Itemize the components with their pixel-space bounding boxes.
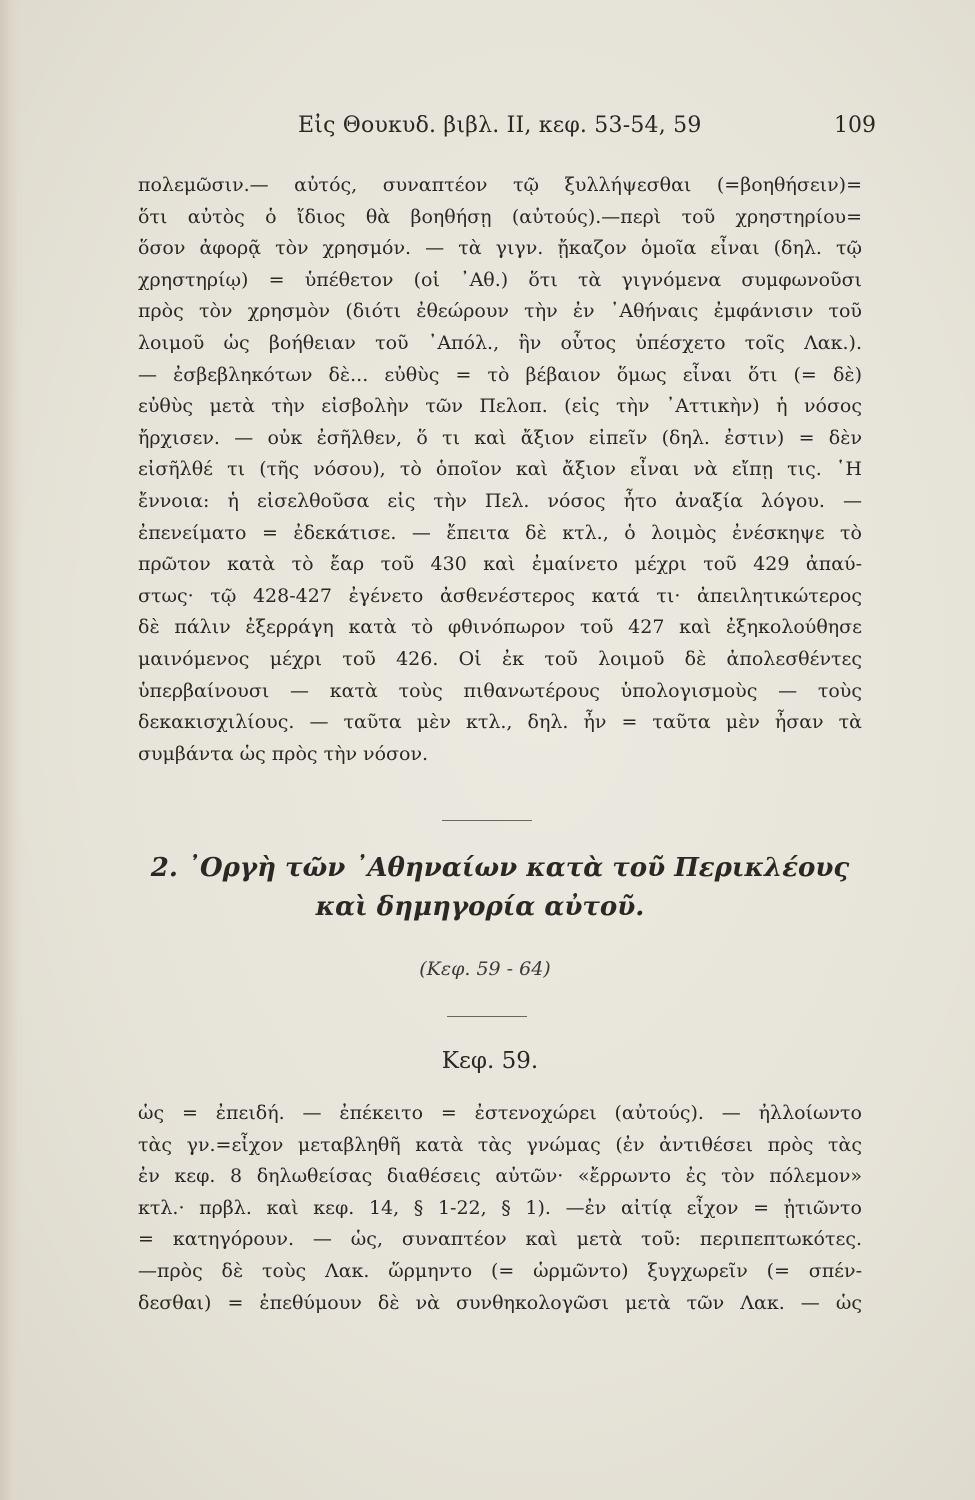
text-line: πρὸς τὸν χρησμὸν (διότι ἐθεώρουν τὴν ἐν ᾿Αθήναις ἐμφάνισιν τοῦ bbox=[138, 300, 862, 323]
text-line: μαινόμενος μέχρι τοῦ 426. Οἱ ἐκ τοῦ λοιμοῦ δὲ ἀπολεσθέντες bbox=[138, 647, 862, 670]
section-title-line-1: 2. ᾿Οργὴ τῶν ᾿Αθηναίων κατὰ τοῦ Περικλέους bbox=[150, 853, 850, 883]
section-title-line-2: καὶ δημηγορία αὐτοῦ. bbox=[315, 892, 645, 922]
text-line: δὲ πάλιν ἐξερράγη κατὰ τὸ φθινόπωρον τοῦ 427 καὶ ἐξηκολούθησε bbox=[138, 616, 862, 639]
text-line: = κατηγόρουν. — ὡς, συναπτέον καὶ μετὰ τοῦ: περιπεπτωκότες. bbox=[138, 1228, 862, 1251]
text-line: κτλ.· πρβλ. καὶ κεφ. 14, § 1-22, § 1). —ἐν αἰτίᾳ εἶχον = ᾐτιῶντο bbox=[138, 1196, 862, 1219]
text-line: χρηστηρίῳ) = ὑπέθετον (οἱ ᾿Αθ.) ὅτι τὰ γιγνόμενα συμφωνοῦσι bbox=[138, 268, 862, 291]
text-line: συμβάντα ὡς πρὸς τὴν νόσον. bbox=[138, 742, 429, 765]
text-line: τὰς γν.=εἶχον μεταβληθῆ κατὰ τὰς γνώμας (ἐν ἀντιθέσει πρὸς τὰς bbox=[138, 1133, 862, 1156]
text-line: στως· τῷ 428-427 ἐγένετο ἀσθενέστερος κατά τι· ἀπειλητικώτερος bbox=[138, 584, 862, 607]
text-line: ὡς = ἐπειδή. — ἐπέκειτο = ἐστενοχώρει (αὐτούς). — ἠλλοίωντο bbox=[138, 1102, 862, 1124]
text-line: ἤρχισεν. — οὐκ ἐσῆλθεν, ὅ τι καὶ ἄξιον εἰπεῖν (δηλ. ἐστιν) = δὲν bbox=[138, 426, 862, 449]
text-line: εὐθὺς μετὰ τὴν εἰσβολὴν τῶν Πελοπ. (εἰς τὴν ᾿Αττικὴν) ἡ νόσος bbox=[138, 395, 862, 418]
text-line: ἐν κεφ. 8 δηλωθείσας διαθέσεις αὐτῶν· «ἔρρωντο ἐς τὸν πόλεμον» bbox=[138, 1165, 862, 1188]
text-line: ὅτι αὐτὸς ὁ ἴδιος θὰ βοηθήσῃ (αὐτούς).—περὶ τοῦ χρηστηρίου= bbox=[138, 205, 862, 228]
text-line: ἐπενείματο = ἐδεκάτισε. — ἔπειτα δὲ κτλ., ὁ λοιμὸς ἐνέσκηψε τὸ bbox=[138, 521, 862, 544]
chapter-heading: Κεφ. 59. bbox=[441, 1048, 539, 1074]
text-line: λοιμοῦ ὡς βοήθειαν τοῦ ᾿Απόλ., ἣν οὗτος ὑπέσχετο τοῖς Λακ.). bbox=[138, 331, 862, 354]
running-title: Εἰς Θουκυδ. βιβλ. ΙΙ, κεφ. 53-54, 59 bbox=[298, 113, 702, 138]
text-line: —πρὸς δὲ τοὺς Λακ. ὥρμηντο (= ὡρμῶντο) ξυγχωρεῖν (= σπέν- bbox=[138, 1259, 862, 1282]
text-line: εἰσῆλθέ τι (τῆς νόσου), τὸ ὁποῖον καὶ ἄξιον εἶναι νὰ εἴπῃ τις. ῾Η bbox=[138, 458, 862, 481]
text-line: πολεμῶσιν.— αὐτός, συναπτέον τῷ ξυλλήψεσθαι (=βοηθήσειν)= bbox=[138, 174, 862, 196]
text-line: ὅσον ἀφορᾷ τὸν χρησμόν. — τὰ γιγν. ᾔκαζον ὁμοῖα εἶναι (δηλ. τῷ bbox=[138, 237, 862, 260]
text-line: πρῶτον κατὰ τὸ ἔαρ τοῦ 430 καὶ ἐμαίνετο μέχρι τοῦ 429 ἀπαύ- bbox=[138, 553, 862, 576]
binding-edge bbox=[0, 0, 22, 1500]
text-line: ὑπερβαίνουσι — κατὰ τοὺς πιθανωτέρους ὑπολογισμοὺς — τοὺς bbox=[138, 679, 862, 702]
page-number: 109 bbox=[834, 113, 876, 138]
text-line: — ἐσβεβληκότων δὲ... εὐθὺς = τὸ βέβαιον ὅμως εἶναι ὅτι (= δὲ) bbox=[138, 363, 862, 386]
chapter-divider bbox=[447, 1016, 527, 1017]
section-chapter-range: (Κεφ. 59 - 64) bbox=[419, 958, 551, 980]
text-line: δεκακισχιλίους. — ταῦτα μὲν κτλ., δηλ. ἦν = ταῦτα μὲν ἦσαν τὰ bbox=[138, 711, 862, 734]
running-head bbox=[140, 113, 876, 147]
text-line: δεσθαι) = ἐπεθύμουν δὲ νὰ συνθηκολογῶσι μετὰ τῶν Λακ. — ὡς bbox=[138, 1291, 862, 1314]
text-line: ἔννοια: ἡ εἰσελθοῦσα εἰς τὴν Πελ. νόσος ἦτο ἀναξία λόγου. — bbox=[138, 489, 862, 512]
commentary-paragraph-1 bbox=[138, 170, 862, 770]
section-divider bbox=[442, 820, 532, 821]
commentary-paragraph-2 bbox=[138, 1098, 862, 1319]
